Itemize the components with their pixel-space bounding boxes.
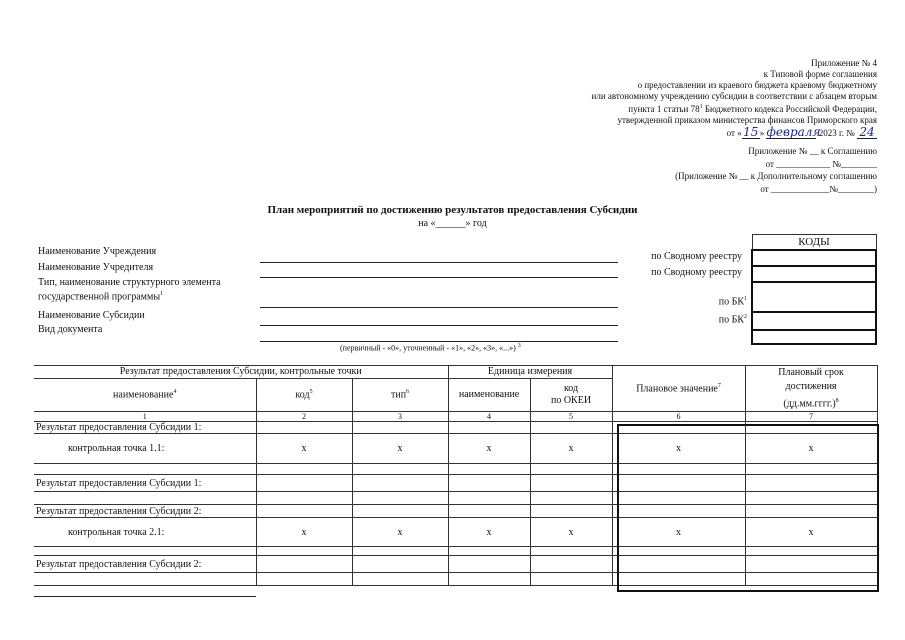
founder-fill-line — [260, 277, 618, 278]
row-cell — [352, 573, 448, 586]
header-code-sup: 5 — [309, 389, 313, 396]
row-cell — [256, 464, 352, 475]
appendix-line-5b: Бюджетного кодекса Российской Федерации, — [702, 104, 877, 114]
row-label — [34, 492, 256, 505]
appendix-line-4: или автономному учреждению субсидии в соответствии с абзацем вторым — [591, 91, 877, 101]
row-cell — [448, 505, 530, 518]
appendix-block — [497, 58, 877, 139]
appendix-line-7 — [497, 127, 877, 139]
row-cell: x — [745, 518, 877, 547]
header-type-sup: 6 — [406, 389, 410, 396]
row-label: Результат предоставления Субсидии 2: — [34, 505, 256, 518]
row-cell — [530, 422, 612, 434]
col-num-3: 3 — [352, 412, 448, 422]
program-fill-line — [260, 307, 618, 308]
code-label-bk-2-sup: 2 — [744, 314, 747, 320]
header-type-text: тип — [390, 389, 407, 401]
code-cell-doctype — [752, 330, 876, 344]
appendix-year-label: 2023 г. № — [818, 128, 855, 138]
planned-values-outline — [617, 424, 879, 592]
code-label-bk-2-text: по БК — [718, 314, 744, 326]
appendix-date-open: от « — [726, 128, 742, 138]
row-cell: x — [612, 518, 745, 547]
row-cell: x — [612, 434, 745, 464]
row-label: Результат предоставления Субсидии 1: — [34, 422, 256, 434]
row-label — [34, 464, 256, 475]
field-program-sup: 1 — [160, 291, 164, 297]
code-label-bk-2 — [719, 314, 747, 325]
row-label: контрольная точка 2.1: — [34, 518, 256, 547]
row-cell: x — [256, 434, 352, 464]
row-label — [34, 547, 256, 556]
row-cell — [530, 573, 612, 586]
row-cell — [256, 505, 352, 518]
code-label-bk-1-text: по БК — [718, 296, 744, 308]
row-cell — [448, 492, 530, 505]
doctype-note-sup: 3 — [517, 343, 521, 349]
footnote-separator — [34, 596, 256, 597]
document-title: План мероприятий по достижению результатов предоставления Субсидии — [267, 204, 638, 216]
code-cell-bk-2 — [752, 312, 876, 330]
header-deadline-sup: 8 — [835, 398, 839, 404]
row-cell — [530, 492, 612, 505]
row-cell — [256, 422, 352, 434]
header-name-sup: 4 — [173, 389, 177, 396]
row-cell: x — [256, 518, 352, 547]
row-cell — [448, 547, 530, 556]
agreement-line-1: Приложение № __ к Соглашению — [748, 146, 877, 156]
row-cell — [448, 475, 530, 492]
agreement-line-4: от _____________№________) — [760, 183, 877, 194]
agreement-block — [617, 145, 877, 195]
row-cell — [448, 422, 530, 434]
appendix-line-2: к Типовой форме соглашения — [763, 69, 877, 79]
doctype-note — [340, 343, 521, 353]
field-program-label-2 — [38, 291, 163, 302]
col-num-1: 1 — [34, 412, 256, 422]
appendix-line-5a: пункта 1 статьи 78 — [628, 104, 700, 114]
row-cell — [256, 492, 352, 505]
header-deadline-2: достижения — [785, 381, 837, 392]
row-cell — [448, 573, 530, 586]
col-num-7: 7 — [745, 412, 877, 422]
handwritten-day: 15 — [743, 125, 759, 139]
header-okei — [530, 378, 612, 412]
row-label: Результат предоставления Субсидии 2: — [34, 556, 256, 573]
row-cell — [256, 475, 352, 492]
row-cell: x — [530, 434, 612, 464]
codes-box — [751, 234, 877, 345]
row-cell — [352, 492, 448, 505]
col-num-2: 2 — [256, 412, 352, 422]
col-num-4: 4 — [448, 412, 530, 422]
appendix-line-1: Приложение № 4 — [811, 58, 877, 68]
appendix-line-6: утвержденной приказом министерства финансов Приморского края — [617, 115, 877, 125]
header-name — [34, 378, 256, 412]
row-cell — [352, 422, 448, 434]
row-cell — [352, 464, 448, 475]
header-planned — [612, 366, 745, 412]
row-cell — [352, 505, 448, 518]
row-cell — [448, 464, 530, 475]
row-cell — [448, 556, 530, 573]
appendix-date-close: » — [759, 128, 765, 138]
row-cell — [256, 547, 352, 556]
field-program-label-1: Тип, наименование структурного элемента — [38, 277, 221, 288]
header-deadline-1: Плановый срок — [778, 367, 844, 378]
row-cell — [352, 556, 448, 573]
handwritten-month: февраля — [766, 125, 821, 139]
handwritten-number: 24 — [857, 127, 877, 139]
row-label: контрольная точка 1.1: — [34, 434, 256, 464]
field-doctype-label: Вид документа — [38, 324, 103, 335]
row-cell: x — [448, 518, 530, 547]
appendix-line-3: о предоставлении из краевого бюджета краевому бюджетному — [637, 80, 877, 90]
row-cell — [256, 573, 352, 586]
row-cell — [530, 475, 612, 492]
code-cell-bk-1 — [752, 282, 876, 312]
code-cell-registry-2 — [752, 266, 876, 282]
row-cell — [352, 547, 448, 556]
code-label-bk-1 — [719, 296, 747, 307]
row-cell: x — [448, 434, 530, 464]
row-cell — [530, 547, 612, 556]
header-okei-2: по ОКЕИ — [550, 394, 592, 406]
doctype-fill-line — [260, 341, 618, 342]
row-label — [34, 573, 256, 586]
agreement-line-3: (Приложение № __ к Дополнительному соглашению — [675, 171, 877, 181]
header-unit: Единица измерения — [448, 366, 612, 379]
header-okei-1: код — [563, 382, 579, 394]
field-program-label-2-text: государственной программы — [38, 291, 161, 303]
row-cell — [530, 556, 612, 573]
row-cell: x — [745, 434, 877, 464]
doctype-note-text: (первичный - «0», уточненный - «1», «2», «3», «...») — [340, 343, 516, 353]
header-code-text: код — [295, 389, 310, 401]
appendix-line-5-sup: 1 — [699, 104, 703, 110]
row-cell — [352, 475, 448, 492]
header-result: Результат предоставления Субсидии, контрольные точки — [34, 366, 448, 379]
code-label-bk-1-sup: 1 — [744, 296, 747, 302]
header-planned-sup: 7 — [717, 383, 721, 389]
field-founder-label: Наименование Учредителя — [38, 262, 154, 273]
subsidy-fill-line — [260, 325, 618, 326]
row-cell: x — [352, 434, 448, 464]
institution-fill-line — [260, 262, 618, 263]
header-deadline-3-text: (дд.мм.гггг.) — [783, 398, 836, 410]
code-cell-registry-1 — [752, 250, 876, 266]
header-type — [352, 378, 448, 412]
col-num-5: 5 — [530, 412, 612, 422]
header-deadline-3 — [748, 394, 875, 411]
appendix-line-5 — [497, 102, 877, 115]
field-institution-label: Наименование Учреждения — [38, 246, 157, 257]
row-cell: x — [530, 518, 612, 547]
document-subtitle: на «______» год — [418, 218, 487, 229]
row-cell — [256, 556, 352, 573]
header-code — [256, 378, 352, 412]
header-deadline — [745, 366, 877, 412]
header-planned-text: Плановое значение — [636, 383, 718, 395]
header-unit-name: наименование — [448, 378, 530, 412]
row-cell — [530, 464, 612, 475]
agreement-line-2: от ____________ №________ — [765, 158, 877, 169]
col-num-6: 6 — [612, 412, 745, 422]
field-subsidy-label: Наименование Субсидии — [38, 310, 145, 321]
row-cell — [530, 505, 612, 518]
row-label: Результат предоставления Субсидии 1: — [34, 475, 256, 492]
row-cell: x — [352, 518, 448, 547]
code-label-registry-1: по Сводному реестру — [651, 251, 742, 262]
code-label-registry-2: по Сводному реестру — [651, 267, 742, 278]
codes-header: КОДЫ — [752, 235, 876, 251]
header-name-text: наименование — [113, 389, 174, 401]
